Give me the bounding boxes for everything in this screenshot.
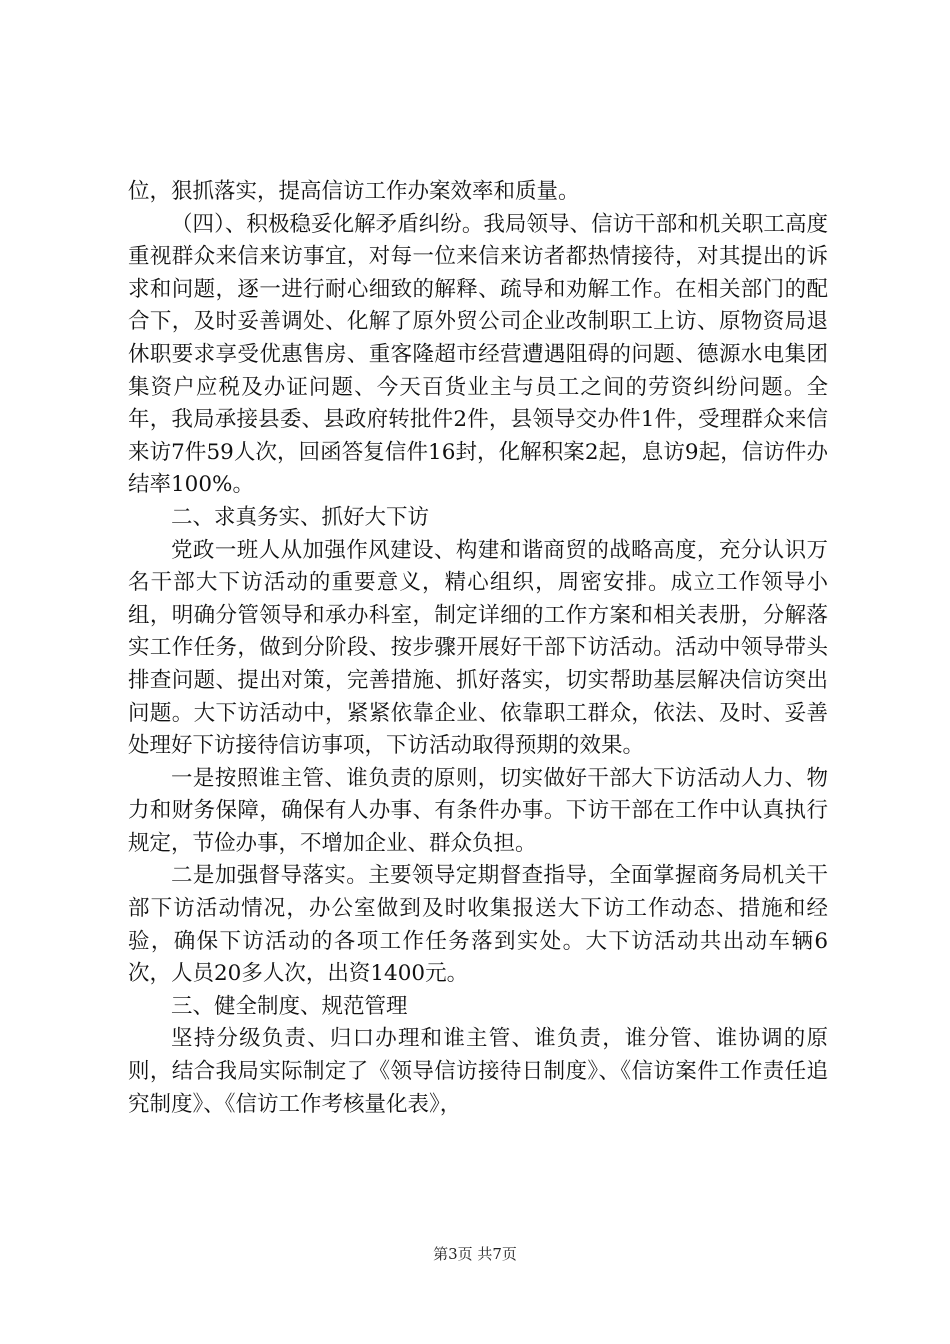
paragraph-system: 坚持分级负责、归口办理和谁主管、谁负责，谁分管、谁协调的原则，结合我局实际制定了《领导信访接待日制度》、《信访案件工作责任追究制度》、《信访工作考核量化表》， bbox=[128, 1026, 828, 1117]
heading-section-3: 三、健全制度、规范管理 bbox=[171, 993, 408, 1019]
page-number-footer: 第3页 共7页 bbox=[433, 1245, 517, 1263]
paragraph-point-2: 二是加强督导落实。主要领导定期督查指导，全面掌握商务局机关干部下访活动情况，办公室做到及时收集报送大下访工作动态、措施和经验，确保下访活动的各项工作任务落到实处。大下访活动共出动车辆6次，人员20多人次，出资1400元。 bbox=[128, 863, 828, 987]
heading-section-2: 二、求真务实、抓好大下访 bbox=[171, 504, 430, 530]
document-body bbox=[128, 176, 828, 1121]
paragraph-section-4: （四）、积极稳妥化解矛盾纠纷。我局领导、信访干部和机关职工高度重视群众来信来访事宜，对每一位来信来访者都热情接待，对其提出的诉求和问题，逐一进行耐心细致的解释、疏导和劝解工作。在相关部门的配合下，及时妥善调处、化解了原外贸公司企业改制职工上访、原物资局退休职要求享受优惠售房、重客隆超市经营遭遇阻碍的问题、德源水电集团集资户应税及办证问题、今天百货业主与员工之间的劳资纠纷问题。全年，我局承接县委、县政府转批件2件，县领导交办件1件，受理群众来信来访7件59人次，回函答复信件16封，化解积案2起，息访9起，信访件办结率100%。 bbox=[128, 211, 828, 498]
paragraph-point-1: 一是按照谁主管、谁负责的原则，切实做好干部大下访活动人力、物力和财务保障，确保有人办事、有条件办事。下访干部在工作中认真执行规定，节俭办事，不增加企业、群众负担。 bbox=[128, 765, 828, 856]
paragraph-leadership: 党政一班人从加强作风建设、构建和谐商贸的战略高度，充分认识万名干部大下访活动的重要意义，精心组织，周密安排。成立工作领导小组，明确分管领导和承办科室，制定详细的工作方案和相关表册，分解落实工作任务，做到分阶段、按步骤开展好干部下访活动。活动中领导带头排查问题、提出对策，完善措施、抓好落实，切实帮助基层解决信访突出问题。大下访活动中，紧紧依靠企业、依靠职工群众，依法、及时、妥善处理好下访接待信访事项，下访活动取得预期的效果。 bbox=[128, 537, 828, 759]
paragraph-continuation: 位，狠抓落实，提高信访工作办案效率和质量。 bbox=[128, 179, 580, 204]
